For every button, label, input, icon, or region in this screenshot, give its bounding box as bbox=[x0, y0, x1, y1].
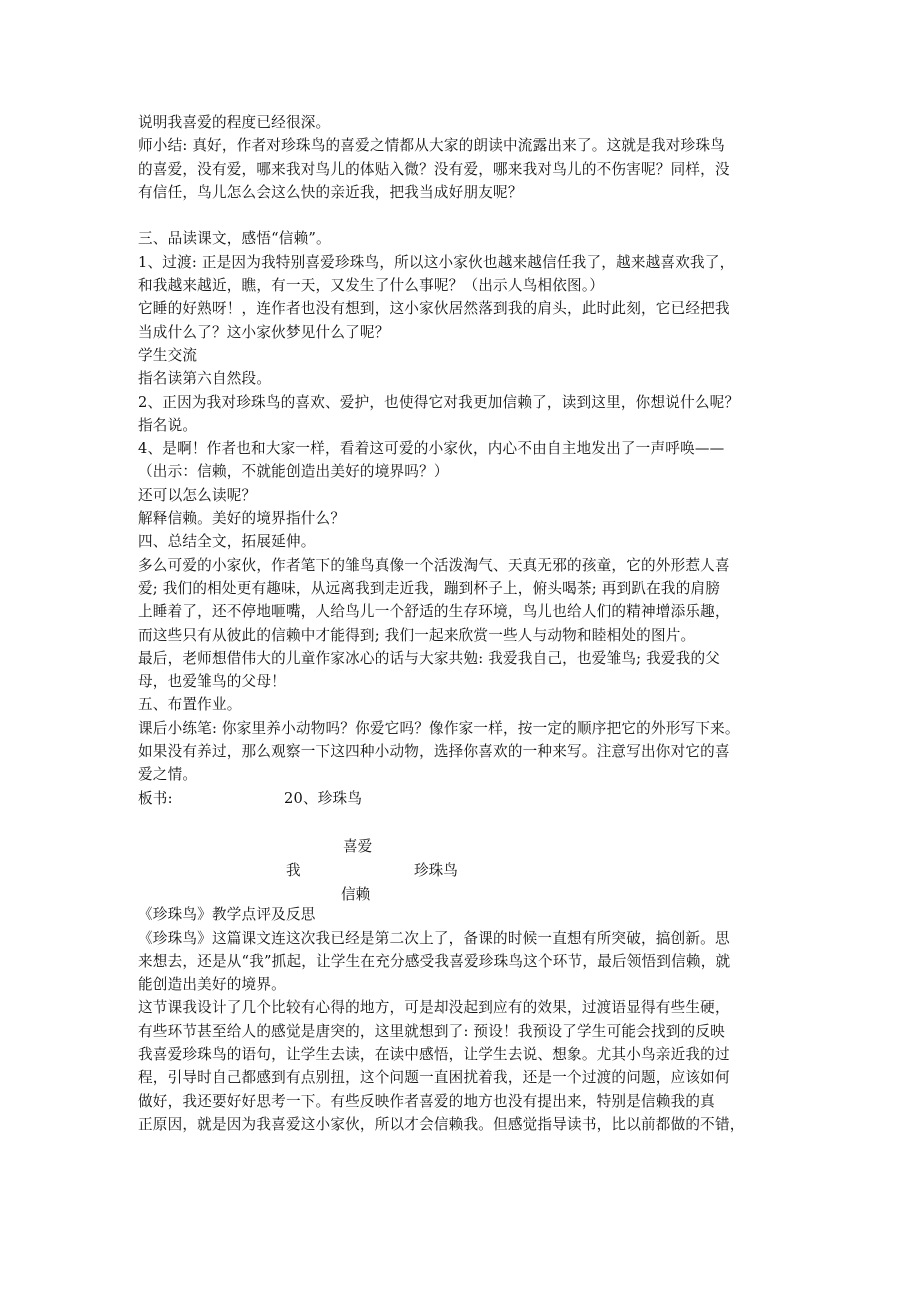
text-line: 爱; 我们的相处更有趣味，从远离我到走近我，蹦到杯子上，俯头喝茶; 再到趴在我的肩膀 bbox=[138, 579, 721, 597]
section-heading: 三、品读课文，感悟“信赖”。 bbox=[138, 230, 331, 248]
section-heading: 四、总结全文，拓展延伸。 bbox=[138, 533, 316, 551]
blank-line bbox=[138, 204, 788, 227]
text-line: （出示：信赖，不就能创造出美好的境界吗？） bbox=[138, 463, 449, 481]
board-top-word: 喜爱 bbox=[343, 838, 373, 856]
board-right-word: 珍珠鸟 bbox=[414, 862, 458, 880]
text-line: 说明我喜爱的程度已经很深。 bbox=[138, 114, 331, 131]
text-line: 课后小练笔: 你家里养小动物吗？你爱它吗？像作家一样，按一定的顺序把它的外形写下来。 bbox=[138, 719, 740, 737]
reflection-section bbox=[138, 903, 788, 1136]
section-heading: 五、布置作业。 bbox=[138, 696, 242, 714]
text-line: 2、正因为我对珍珠鸟的喜欢、爱护，也使得它对我更加信赖了，读到这里，你想说什么呢？ bbox=[138, 393, 740, 411]
text-line: 有些环节甚至给人的感觉是唐突的，这里就想到了: 预设！我预设了学生可能会找到的反映 bbox=[138, 1022, 725, 1040]
board-left-word: 我 bbox=[286, 862, 301, 880]
text-line: 还可以怎么读呢？ bbox=[138, 486, 257, 504]
paragraph-summary bbox=[138, 111, 788, 204]
text-line: 母，也爱雏鸟的父母！ bbox=[138, 673, 286, 691]
board-bottom-word: 信赖 bbox=[341, 886, 371, 904]
blank-line bbox=[138, 810, 788, 833]
text-line: 最后，老师想借伟大的儿童作家冰心的话与大家共勉: 我爱我自己，也爱雏鸟; 我爱我的父 bbox=[138, 649, 721, 667]
text-line: 和我越来越近，瞧，有一天，又发生了什么事呢？（出示人鸟相依图。） bbox=[138, 277, 605, 295]
board-label: 板书: bbox=[138, 789, 173, 807]
text-line: 而这些只有从彼此的信赖中才能得到; 我们一起来欣赏一些人与动物和睦相处的图片。 bbox=[138, 626, 696, 644]
text-line: 爱之情。 bbox=[138, 766, 198, 784]
text-line: 指名读第六自然段。 bbox=[138, 370, 272, 388]
text-line: 如果没有养过，那么观察一下这四种小动物，选择你喜欢的一种来写。注意写出你对它的喜 bbox=[138, 743, 730, 761]
text-line: 来想去，还是从“我”抓起，让学生在充分感受我喜爱珍珠鸟这个环节，最后领悟到信赖，就 bbox=[138, 952, 731, 970]
text-line: 解释信赖。美好的境界指什么？ bbox=[138, 510, 346, 528]
text-line: 当成什么了？这小家伙梦见什么了呢？ bbox=[138, 323, 390, 341]
document-page bbox=[138, 111, 788, 1136]
board-heading bbox=[138, 787, 788, 810]
text-line: 《珍珠鸟》这篇课文连这次我已经是第二次上了，备课的时候一直想有所突破，搞创新。思 bbox=[138, 929, 730, 947]
text-line: 程，引导时自己都感到有点别扭，这个问题一直困扰着我，还是一个过渡的问题，应该如何 bbox=[138, 1069, 730, 1087]
text-line: 能创造出美好的境界。 bbox=[138, 976, 286, 994]
text-line: 多么可爱的小家伙，作者笔下的雏鸟真像一个活泼淘气、天真无邪的孩童，它的外形惹人喜 bbox=[138, 556, 730, 574]
text-line: 这节课我设计了几个比较有心得的地方，可是却没起到应有的效果，过渡语显得有些生硬， bbox=[138, 999, 730, 1017]
board-title: 20、珍珠鸟 bbox=[284, 789, 363, 807]
text-line: 的喜爱，没有爱，哪来我对鸟儿的体贴入微？没有爱，哪来我对鸟儿的不伤害呢？同样，没 bbox=[138, 160, 730, 178]
text-line: 做好，我还要好好思考一下。有些反映作者喜爱的地方也没有提出来，特别是信赖我的真 bbox=[138, 1092, 715, 1110]
text-line: 1、过渡: 正是因为我特别喜爱珍珠鸟，所以这小家伙也越来越信任我了，越来越喜欢我了， bbox=[138, 253, 735, 271]
text-line: 上睡着了，还不停地咂嘴，人给鸟儿一个舒适的生存环境，鸟儿也给人们的精神增添乐趣， bbox=[138, 603, 730, 621]
board-diagram bbox=[138, 833, 788, 903]
text-line: 正原因，就是因为我喜爱这小家伙，所以才会信赖我。但感觉指导读书，比以前都做的不错， bbox=[138, 1115, 745, 1133]
text-line: 它睡的好熟呀！，连作者也没有想到，这小家伙居然落到我的肩头，此时此刻，它已经把我 bbox=[138, 300, 730, 318]
lesson-body bbox=[138, 227, 788, 786]
text-line: 师小结: 真好，作者对珍珠鸟的喜爱之情都从大家的朗读中流露出来了。这就是我对珍珠鸟 bbox=[138, 137, 725, 155]
text-line: 有信任，鸟儿怎么会这么快的亲近我，把我当成好朋友呢？ bbox=[138, 183, 523, 201]
text-line: 我喜爱珍珠鸟的语句，让学生去读，在读中感悟，让学生去说、想象。尤其小鸟亲近我的过 bbox=[138, 1045, 730, 1063]
text-line: 指名说。 bbox=[138, 416, 198, 434]
text-line: 4、是啊！作者也和大家一样，看着这可爱的小家伙，内心不由自主地发出了一声呼唤—— bbox=[138, 440, 725, 458]
text-line: 学生交流 bbox=[138, 346, 198, 364]
reflection-title: 《珍珠鸟》教学点评及反思 bbox=[138, 906, 316, 924]
